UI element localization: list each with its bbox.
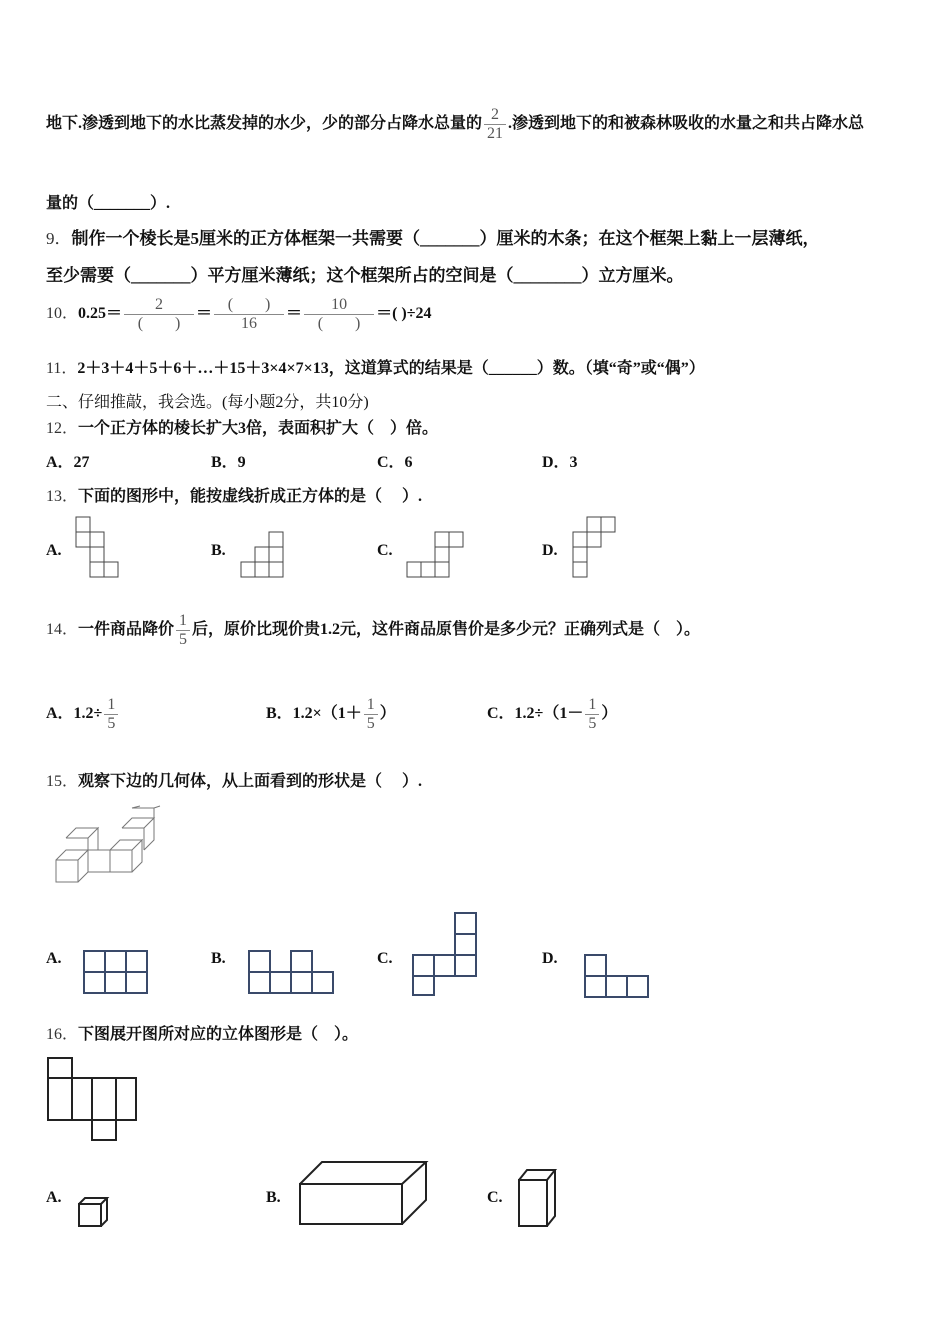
q10-lead: 0.25＝ [78,304,123,322]
fraction [364,696,378,732]
q11-number: 11． [46,360,78,377]
fraction [104,696,118,732]
q12-option-c[interactable]: C．6 [377,454,413,471]
q13-text [46,483,422,506]
q13-cube-nets-figure [70,512,630,584]
q12-option-a[interactable]: A．27 [46,454,90,471]
q8-part2: .渗透到地下的和被森林吸收的水量之和共占降水总 [508,114,865,132]
q14-option-b[interactable] [266,696,396,732]
fraction [585,696,599,732]
numerator: 1 [176,612,190,631]
q14-option-a[interactable] [46,696,120,732]
q8-answer-line: 量的（_______）. [46,195,171,212]
numerator: 2 [124,296,194,315]
q16-option-a-cube [76,1194,112,1230]
q10-frac2 [214,296,284,332]
q9-number: 9． [46,229,72,248]
q10-text [46,296,432,332]
denominator: 5 [366,714,375,732]
q12-option-d[interactable]: D．3 [542,454,578,471]
q11-text [46,355,705,378]
denominator: 5 [107,714,116,732]
q16-option-c-prism [515,1166,559,1230]
q12-option-b[interactable]: B．9 [211,454,246,471]
q16-net-figure [44,1055,144,1145]
q15-solid-figure [52,805,162,887]
q15-option-a[interactable]: A. [46,950,62,967]
q11-body: 2＋3＋4＋5＋6＋…＋15＋3×4×7×13，这道算式的结果是（______）数。（填“奇”或“偶”） [77,360,705,377]
q16-option-b[interactable]: B. [266,1189,281,1206]
q9-line2: 至少需要（_______）平方厘米薄纸；这个框架所占的空间是（________）立方厘米。 [46,266,684,285]
q13-option-d[interactable]: D. [542,542,558,559]
q12-body: 一个正方体的棱长扩大3倍，表面积扩大（ ）倍。 [78,420,439,437]
q13-option-c[interactable]: C. [377,542,393,559]
denominator: 5 [179,630,188,648]
q15-text [46,768,422,791]
q15-number: 15． [46,773,79,790]
q14-text [46,612,700,648]
q15-option-d[interactable]: D. [542,950,558,967]
q15-body: 观察下边的几何体，从上面看到的形状是（ ）. [78,773,423,790]
q16-number: 16． [46,1026,79,1043]
option-text: B．1.2×（1＋ [266,704,362,722]
denominator: ( ) [137,314,181,332]
q16-option-a[interactable]: A. [46,1189,62,1206]
q13-number: 13． [46,488,79,505]
q9-text1: 制作一个棱长是5厘米的正方体框架一共需要（_______）厘米的木条；在这个框架上黏上一层薄纸， [71,229,820,248]
numerator: 1 [364,696,378,715]
q15-option-b[interactable]: B. [211,950,226,967]
q12-number: 12． [46,420,79,437]
q9-line1 [46,224,820,249]
q14-option-c[interactable] [487,696,617,732]
option-text: A．1.2÷ [46,704,103,722]
q8-fraction [484,106,506,142]
equals: ＝ [286,304,303,322]
numerator: 1 [104,696,118,715]
q14-fraction [176,612,190,648]
q13-body: 下面的图形中，能按虚线折成正方体的是（ ）. [78,488,423,505]
q10-frac1 [124,296,194,332]
q14-number: 14． [46,620,79,638]
q10-tail: ＝( )÷24 [376,304,432,322]
option-text: C．1.2÷（1－ [487,704,584,722]
q10-number: 10． [46,304,79,322]
q14-body2: 后，原价比现价贵1.2元，这件商品原售价是多少元？正确列式是（ ）。 [192,620,701,638]
q10-frac3 [304,296,374,332]
q12-text [46,415,438,438]
q16-text [46,1021,358,1044]
equals: ＝ [196,304,213,322]
denominator: ( ) [317,314,361,332]
q16-option-b-cuboid [296,1158,432,1228]
q16-option-c[interactable]: C. [487,1189,503,1206]
option-tail: ） [601,704,618,722]
denominator: 5 [588,714,597,732]
q14-body1: 一件商品降价 [78,620,175,638]
numerator: 1 [585,696,599,715]
q13-option-b[interactable]: B. [211,542,226,559]
numerator: 10 [304,296,374,315]
q16-body: 下图展开图所对应的立体图形是（ ）。 [78,1026,359,1043]
denominator: 16 [241,314,258,332]
q8-text [46,106,864,142]
denominator: 21 [487,124,504,142]
option-tail: ） [379,704,396,722]
numerator: ( ) [214,296,284,315]
q8-part1: 地下.渗透到地下的水比蒸发掉的水少，少的部分占降水总量的 [46,114,483,132]
q15-option-c[interactable]: C. [377,950,393,967]
q13-option-a[interactable]: A. [46,542,62,559]
q15-option-views [80,908,660,1000]
numerator: 2 [484,106,506,125]
section-2-heading: 二、仔细推敲，我会选。(每小题2分，共10分) [46,394,369,411]
